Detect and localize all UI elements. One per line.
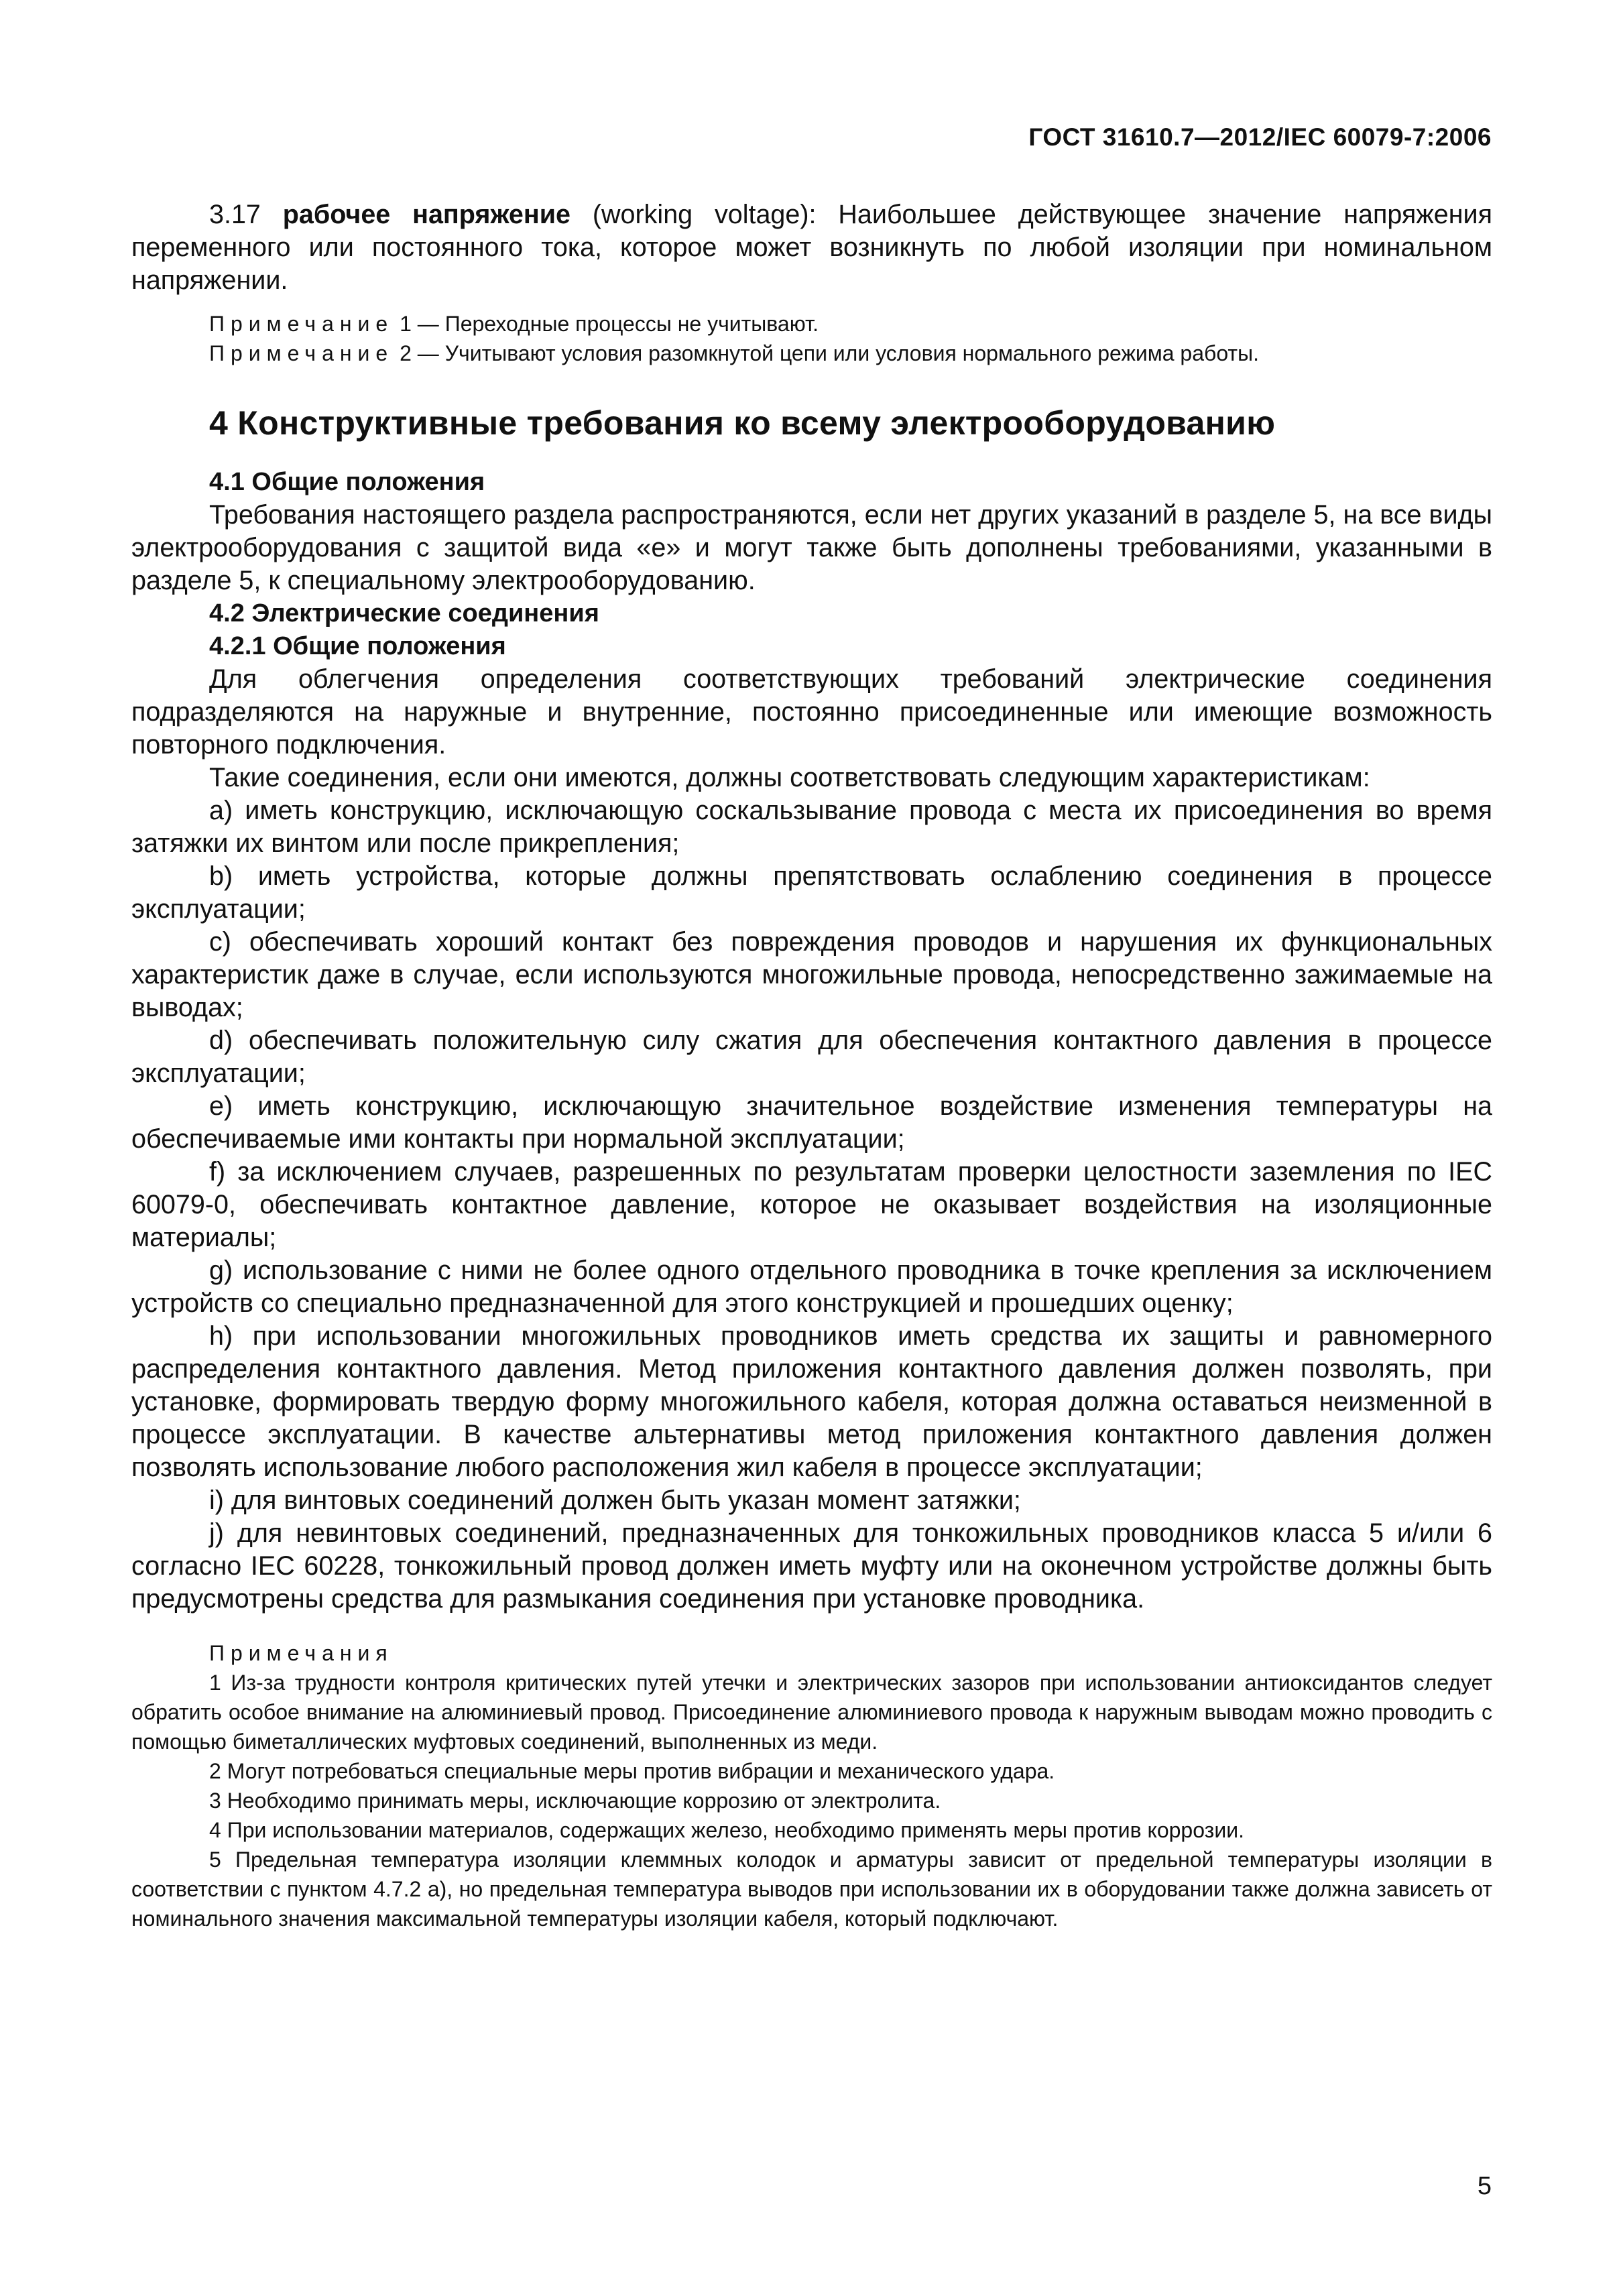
list-item-a: a) иметь конструкцию, исключающую соскальзывание провода с места их присоединения во время затяжки их винтом или после прикрепления; xyxy=(131,796,1492,858)
note-text: 1 — Переходные процессы не учитывают. xyxy=(400,312,819,336)
section-4-1-heading: 4.1 Общие положения xyxy=(209,468,485,496)
section-4-2-1-heading: 4.2.1 Общие положения xyxy=(209,632,506,660)
note-1: 1 Из-за трудности контроля критических путей утечки и электрических зазоров при использовании антиоксидантов следует обратить особое внимание на алюминиевый провод. Присоединение алюминиевого провода к наружным выводам можно проводить с помощью биметаллических муфтовых соединений, выполненных из меди. xyxy=(131,1671,1492,1754)
page-number: 5 xyxy=(1477,2172,1492,2200)
note-text: 2 — Учитывают условия разомкнутой цепи или условия нормального режима работы. xyxy=(400,341,1259,365)
list-item-j: j) для невинтовых соединений, предназначенных для тонкожильных проводников класса 5 и/или 6 согласно IEC 60228, тонкожильный провод должен иметь муфту или на оконечном устройстве должны быть предусмотрены средства для размыкания соединения при установке проводника. xyxy=(131,1518,1492,1614)
section-4-2-1-text: Для облегчения определения соответствующих требований электрические соединения подразделяются на наружные и внутренние, постоянно присоединенные или имеющие возможность повторного подключения. xyxy=(131,664,1492,760)
note-3: 3 Необходимо принимать меры, исключающие коррозию от электролита. xyxy=(209,1789,941,1813)
note-3-17-1 xyxy=(131,309,1492,339)
page-content xyxy=(131,198,1492,1933)
note-label: Примечание xyxy=(209,341,394,365)
list-item-e: e) иметь конструкцию, исключающую значительное воздействие изменения температуры на обеспечиваемые ими контакты при нормальной эксплуатации; xyxy=(131,1091,1492,1154)
section-4-2-1-intro: Такие соединения, если они имеются, должны соответствовать следующим характеристикам: xyxy=(209,763,1370,792)
note-label: Примечание xyxy=(209,312,394,336)
notes-heading xyxy=(131,1638,1492,1668)
list-item-d: d) обеспечивать положительную силу сжатия для обеспечения контактного давления в процессе эксплуатации; xyxy=(131,1026,1492,1088)
clause-definition: (working voltage): Наибольшее действующее значение напряжения переменного или постоянного тока, которое может возникнуть по любой изоляции при номинальном напряжении. xyxy=(131,200,1492,295)
note-5: 5 Предельная температура изоляции клеммных колодок и арматуры зависит от предельной температуры изоляции в соответствии с пунктом 4.7.2 а), но предельная температура выводов при использовании их в оборудовании также должна зависеть от номинального значения максимальной температуры изоляции кабеля, который подключают. xyxy=(131,1848,1492,1931)
section-4-heading: 4 Конструктивные требования ко всему электрооборудованию xyxy=(209,404,1276,442)
section-4-1-text: Требования настоящего раздела распространяются, если нет других указаний в разделе 5, на все виды электрооборудования с защитой вида «е» и могут также быть дополнены требованиями, указанными в разделе 5, к специальному электрооборудованию. xyxy=(131,500,1492,595)
standard-code-header: ГОСТ 31610.7—2012/IEC 60079-7:2006 xyxy=(1028,123,1492,151)
clause-number: 3.17 xyxy=(209,200,261,229)
section-4-2-heading: 4.2 Электрические соединения xyxy=(209,599,599,627)
list-item-g: g) использование с ними не более одного отдельного проводника в точке крепления за исключением устройств со специально предназначенной для этого конструкцией и прошедших оценку; xyxy=(131,1256,1492,1318)
list-item-b: b) иметь устройства, которые должны препятствовать ослаблению соединения в процессе эксплуатации; xyxy=(131,861,1492,924)
clause-3-17 xyxy=(131,198,1492,297)
clause-term: рабочее напряжение xyxy=(282,200,571,229)
list-item-f: f) за исключением случаев, разрешенных по результатам проверки целостности заземления по IEC 60079-0, обеспечивать контактное давление, которое не оказывает воздействия на изоляционные материалы; xyxy=(131,1157,1492,1252)
list-item-h: h) при использовании многожильных проводников иметь средства их защиты и равномерного распределения контактного давления. Метод приложения контактного давления должен позволять, при установке, формировать твердую форму многожильного кабеля, которая должна оставаться неизменной в процессе эксплуатации. В качестве альтернативы метод приложения контактного давления должен позволять использование любого расположения жил кабеля в процессе эксплуатации; xyxy=(131,1321,1492,1482)
note-2: 2 Могут потребоваться специальные меры против вибрации и механического удара. xyxy=(209,1759,1055,1783)
note-4: 4 При использовании материалов, содержащих железо, необходимо применять меры против коррозии. xyxy=(209,1818,1244,1842)
notes-heading-label: Примечания xyxy=(209,1641,394,1665)
list-item-i: i) для винтовых соединений должен быть указан момент затяжки; xyxy=(209,1486,1021,1515)
note-3-17-2 xyxy=(131,339,1492,368)
list-item-c: c) обеспечивать хороший контакт без повреждения проводов и нарушения их функциональных характеристик даже в случае, если используются многожильные провода, непосредственно зажимаемые на выводах; xyxy=(131,927,1492,1022)
